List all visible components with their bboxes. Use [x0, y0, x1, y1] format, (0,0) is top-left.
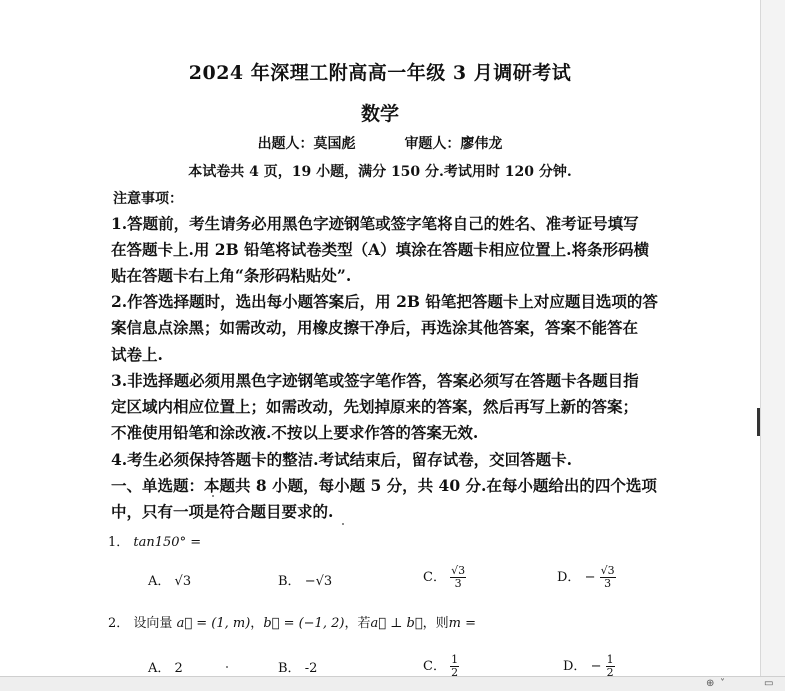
note-line: 不准使用铅笔和涂改液.不按以上要求作答的答案无效.: [111, 423, 479, 442]
q1-option-b: B． −√3: [278, 574, 333, 589]
note-line: 3.非选择题必须用黑色字迹钢笔或签字笔作答，答案必须写在答题卡各题目指: [111, 371, 639, 390]
q2-option-c: C． $\frac{1}{2}$: [423, 654, 459, 676]
note-line: 贴在答题卡右上角“条形码粘贴处”.: [111, 266, 352, 285]
note-line: 定区域内相应位置上；如需改动，先划掉原来的答案，然后再写上新的答案；: [111, 397, 639, 416]
section-heading: 一、单选题：本题共 8 小题，每小题 5 分，共 40 分.在每小题给出的四个选项: [111, 476, 657, 495]
q2-number: 2．: [108, 616, 130, 631]
q1-number: 1．: [108, 535, 130, 550]
note-line: 试卷上.: [111, 345, 163, 364]
q1-expression: tan150° =: [133, 535, 202, 550]
q1-d-fraction: $\frac{√3}{3}$: [600, 564, 615, 590]
q2-d-fraction: $\frac{1}{2}$: [606, 653, 614, 676]
section-heading-cont: 中，只有一项是符合题目要求的.: [111, 502, 334, 521]
scan-speck: [212, 495, 214, 497]
exam-title: 2024 年深理工附高高一年级 3 月调研考试: [188, 62, 572, 84]
q1-option-d: D． − $\frac{√3}{3}$: [557, 564, 615, 590]
q2-c-fraction: $\frac{1}{2}$: [451, 653, 459, 676]
note-line: 2.作答选择题时，选出每小题答案后，用 2B 铅笔把答题卡上对应题目选项的答: [111, 292, 658, 311]
note-line: 1.答题前，考生请务必用黑色字迹钢笔或签字笔将自己的姓名、准考证号填写: [111, 214, 639, 233]
q2-vector-b: b⃗ = (−1, 2): [263, 616, 345, 631]
note-line: 4.考生必须保持答题卡的整洁.考试结束后，留存试卷，交回答题卡.: [111, 450, 572, 469]
q1-option-a: A． √3: [148, 574, 192, 589]
q1-c-fraction: $\frac{√3}{3}$: [451, 564, 466, 590]
viewer-scroll-gutter[interactable]: [760, 0, 785, 676]
q2-option-b: B． -2: [278, 661, 318, 676]
question-2: 2． 设向量 a⃗ = (1, m)，b⃗ = (−1, 2)，若a⃗ ⊥ b⃗，则m =: [108, 616, 476, 631]
zoom-icon[interactable]: ⊕: [706, 678, 715, 689]
subject-title: 数学: [360, 103, 399, 125]
viewer-status-bar: [0, 676, 785, 691]
q2-option-d: D． − $\frac{1}{2}$: [563, 654, 615, 676]
reviewer-name: 审题人：廖伟龙: [404, 136, 503, 152]
q2-option-a: A． 2: [148, 661, 183, 676]
scan-speck: [342, 523, 344, 525]
question-1: [108, 531, 201, 550]
note-line: 在答题卡上.用 2B 铅笔将试卷类型（A）填涂在答题卡相应位置上.将条形码横: [111, 240, 649, 259]
note-line: 案信息点涂黑；如需改动，用橡皮擦干净后，再选涂其他答案，答案不能答在: [111, 318, 639, 337]
chevron-down-icon[interactable]: ˅: [720, 678, 725, 689]
q2-perp: a⃗ ⊥ b⃗: [370, 616, 423, 631]
q1-option-c: C． $\frac{√3}{3}$: [423, 564, 466, 590]
scan-speck: [226, 666, 228, 668]
setter-name: 出题人：莫国彪: [257, 136, 356, 152]
exam-info: 本试卷共 4 页，19 小题，满分 150 分.考试用时 120 分钟.: [188, 164, 572, 180]
scroll-marker[interactable]: [757, 408, 760, 436]
authors-line: [0, 133, 760, 153]
panel-toggle-icon[interactable]: ▭: [764, 678, 774, 689]
notes-heading: 注意事项：: [113, 191, 183, 207]
q2-vector-a: a⃗ = (1, m): [176, 616, 251, 631]
